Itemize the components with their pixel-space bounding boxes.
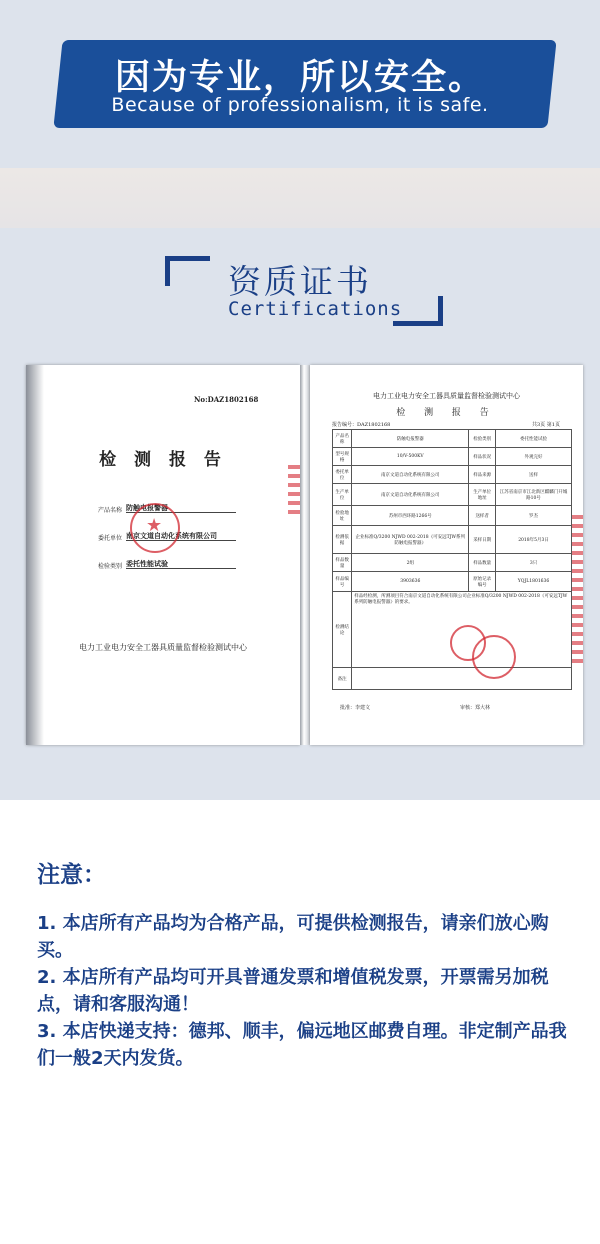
edge-seal-mark (572, 515, 583, 665)
table-cell: 样品状况 (469, 448, 496, 466)
cover-title: 检 测 报 告 (99, 450, 227, 470)
table-cell: 型号规格 (333, 448, 352, 466)
table-row (333, 448, 572, 466)
banner-divider (0, 168, 600, 228)
table-cell: 南京文道自动化系统有限公司 (352, 484, 469, 506)
table-cell: 2组 (352, 554, 469, 572)
report-number: 报告编号：DAZ1802168 (332, 422, 391, 428)
table-cell: 2018年5月3日 (496, 526, 572, 554)
table-row (333, 592, 572, 668)
table-row (333, 484, 572, 506)
binder-spine (300, 365, 310, 745)
certifications-title: 资质证书 (228, 262, 372, 301)
approved-by: 批准：李建文 (340, 705, 371, 711)
table-cell: 样品数量 (333, 554, 352, 572)
table-cell: 原始记录编号 (469, 572, 496, 592)
table-cell: 生产单位 (333, 484, 352, 506)
corner-bracket-top-left (165, 256, 210, 286)
report-header-org: 电力工业电力安全工器具质量监督检验测试中心 (373, 392, 520, 400)
note-item: 3. 本店快递支持：德邦、顺丰，偏远地区邮费自理。非定制产品我们一般2天内发货。 (37, 1021, 567, 1069)
table-cell: 南京文道自动化系统有限公司 (352, 466, 469, 484)
table-cell: 检测依据 (333, 526, 352, 554)
table-row (333, 526, 572, 554)
cover-report-number: No:DAZ1802168 (194, 395, 259, 404)
table-cell: 样品数量 (469, 554, 496, 572)
note-item: 1. 本店所有产品均为合格产品，可提供检测报告，请亲们放心购买。 (37, 913, 549, 961)
table-cell: 备注 (333, 668, 352, 690)
reviewed-by: 审核：郑大林 (460, 705, 491, 711)
page-shadow (26, 365, 44, 745)
note-item: 2. 本店所有产品均可开具普通发票和增值税发票，开票需另加税点，请和客服沟通！ (37, 967, 549, 1015)
table-cell: 外观完好 (496, 448, 572, 466)
table-cell: 3903636 (352, 572, 469, 592)
red-seal-stamp (450, 625, 486, 661)
table-cell: 采样日期 (469, 526, 496, 554)
table-row (333, 554, 572, 572)
table-cell: 3只 (496, 554, 572, 572)
table-cell: 苏州市西环路1266号 (352, 506, 469, 526)
table-cell: 委托性能试验 (496, 430, 572, 448)
cover-type-label: 检验类别 (98, 563, 123, 570)
cover-product-value: 防触电报警器 (126, 503, 236, 513)
table-row (333, 572, 572, 592)
conclusion-cell: 样品经检测，所测项目符合南京文道自动化系统有限公司企业标准Q/3200 NJWD 002-2018《可安远TJW系列防触电报警器》的要求。 (352, 592, 572, 668)
report-cover-page (26, 365, 300, 745)
table-row (333, 430, 572, 448)
slogan-english: Because of professionalism, it is safe. (111, 94, 489, 116)
table-cell: 样品编号 (333, 572, 352, 592)
notes-title: 注意： (37, 862, 106, 888)
report-page-count: 共3页 第1页 (532, 422, 560, 428)
table-row (333, 466, 572, 484)
cover-footer-org: 电力工业电力安全工器具质量监督检验测试中心 (79, 643, 247, 652)
table-cell: 产品名称 (333, 430, 352, 448)
report-title: 检 测 报 告 (396, 408, 497, 418)
table-cell: 防触电报警器 (352, 430, 469, 448)
table-cell: 检测结论 (333, 592, 352, 668)
cover-client-value: 南京文道自动化系统有限公司 (126, 531, 236, 541)
table-cell: YQJL1801636 (496, 572, 572, 592)
table-cell: 委托单位 (333, 466, 352, 484)
table-cell: 检验类别 (469, 430, 496, 448)
slogan-chinese: 因为专业，所以安全。 (114, 58, 485, 98)
table-row (333, 506, 572, 526)
table-cell: 送样 (496, 466, 572, 484)
remarks-cell (352, 668, 572, 690)
table-cell: 生产单位地址 (469, 484, 496, 506)
table-row (333, 668, 572, 690)
cover-product-label: 产品名称 (98, 507, 123, 514)
certifications-subtitle: Certifications (228, 298, 403, 320)
edge-seal-mark (288, 465, 300, 515)
table-cell: 送样者 (469, 506, 496, 526)
cover-client-label: 委托单位 (98, 535, 123, 542)
cover-type-value: 委托性能试验 (126, 559, 236, 569)
table-cell: 10/V-500KV (352, 448, 469, 466)
table-cell: 江苏省南京市江北新区麒麟门开城路10号 (496, 484, 572, 506)
table-cell: 罗杰 (496, 506, 572, 526)
seal-star-icon: ★ (146, 515, 163, 536)
report-detail-page (310, 365, 583, 745)
table-cell: 企业标准Q/3200 NJWD 002-2018《可安远TJW系列防触电报警器》 (352, 526, 469, 554)
table-cell: 样品来源 (469, 466, 496, 484)
table-cell: 检验地址 (333, 506, 352, 526)
